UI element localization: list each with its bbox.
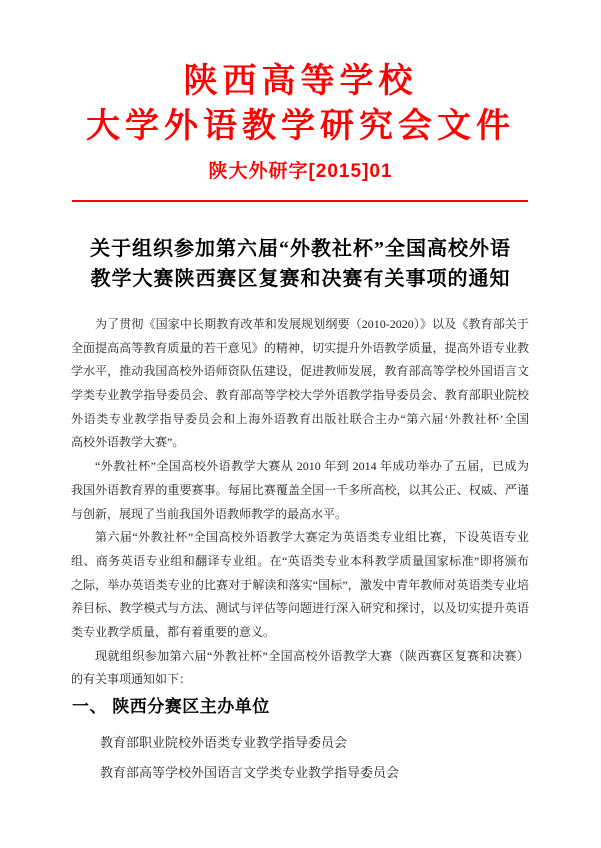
body-line: 现就组织参加第六届“外教社杯”全国高校外语教学大赛（陕西赛区复赛和决赛） — [95, 648, 529, 663]
body-line: 与创新，展现了当前我国外语教师教学的最高水平。 — [71, 506, 348, 521]
document-title-line2: 教学大赛陕西赛区复赛和决赛有关事项的通知 — [90, 268, 511, 290]
organizer-list — [100, 728, 530, 788]
body-paragraph — [71, 313, 529, 455]
body-line: 高校外语教学大赛”。 — [71, 435, 185, 450]
header-org-title-line1: 陕西高等学校 — [183, 63, 418, 100]
body-line: 我国外语教育界的重要赛事。每届比赛覆盖全国一千多所高校，以其公正、权威、严谨 — [71, 482, 529, 497]
body-line: 的有关事项通知如下： — [71, 672, 192, 687]
doc-number: 陕大外研字[2015]01 — [208, 161, 393, 182]
section-heading: 一、 陕西分赛区主办单位 — [72, 697, 270, 716]
document-title — [0, 234, 601, 294]
body-paragraph — [71, 455, 529, 526]
body-line: 第六届“外教社杯”全国高校外语教学大赛定为英语类专业组比赛，下设英语专业 — [95, 530, 529, 545]
body-text — [71, 313, 529, 692]
body-line: 学水平，推动我国高校外语师资队伍建设，促进教师发展，教育部高等学校外国语言文 — [71, 364, 529, 379]
document-title-line1: 关于组织参加第六届“外教社杯”全国高校外语 — [90, 238, 511, 260]
body-line: 学类专业教学指导委员会、教育部高等学校大学外语教学指导委员会、教育部职业院校 — [71, 388, 529, 403]
body-line: 类专业教学质量，都有着重要的意义。 — [71, 624, 276, 639]
body-line: “外教社杯”全国高校外语教学大赛从 2010 年到 2014 年成功举办了五届，已成为 — [95, 459, 529, 474]
organizer-item: 教育部职业院校外语类专业教学指导委员会 — [100, 735, 348, 750]
red-divider-rule — [72, 200, 528, 202]
body-line: 全面提高高等教育质量的若干意见》的精神，切实提升外语教学质量，提高外语专业教 — [71, 340, 529, 355]
body-line: 之际，举办英语类专业的比赛对于解读和落实“国标”，激发中青年教师对英语类专业培 — [71, 577, 529, 592]
body-paragraph — [71, 645, 529, 692]
organizer-item: 教育部高等学校外国语言文学类专业教学指导委员会 — [100, 765, 400, 780]
header-org-title-line2: 大学外语教学研究会文件 — [86, 108, 515, 145]
body-line: 为了贯彻《国家中长期教育改革和发展规划纲要（2010-2020）》以及《教育部关于 — [95, 317, 529, 331]
body-line: 组、商务英语专业组和翻译专业组。在“英语类专业本科教学质量国家标准”即将颁布 — [71, 553, 529, 568]
body-line: 外语类专业教学指导委员会和上海外语教育出版社联合主办“第六届‘外教社杯’全国 — [71, 411, 529, 426]
body-paragraph — [71, 526, 529, 644]
body-line: 养目标、教学模式与方法、测试与评估等问题进行深入研究和探讨，以及切实提升英语 — [71, 601, 529, 616]
